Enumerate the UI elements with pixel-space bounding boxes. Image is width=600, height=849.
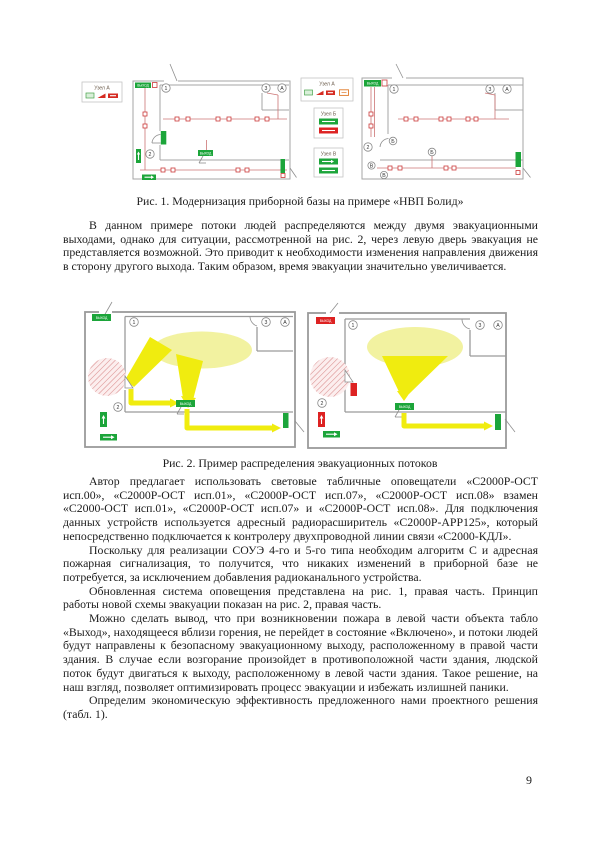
figure-1-caption: Рис. 1. Модернизация приборной базы на примере «НВП Болид» [136,194,464,208]
figure-2-diagram [0,300,600,455]
room-label [278,84,286,92]
smoke-detectors [143,112,285,178]
legend-node-v [314,148,343,177]
exit-sign-vertical-off [351,383,358,396]
svg-text:А: А [496,323,500,329]
svg-text:3: 3 [478,323,482,329]
svg-text:А: А [505,87,509,93]
svg-text:1: 1 [164,86,168,92]
figure-1-diagram [0,60,600,210]
svg-text:3: 3 [264,320,268,326]
device-icon [153,83,158,88]
exit-sign-vertical [161,131,167,145]
room-label [389,137,397,145]
unlit-sign-icon [305,90,313,95]
paragraph: Можно сделать вывод, что при возникновении пожара в левой части объекта табло «Выход», находящееся вблизи горения, не перейдет в состояние «Включено», и потоки людей будут направлены к безопасному эвакуационному выходу, расположенному в правой части здания. В случае если возгорание произойдет в противоположной части здания, людской поток будут двигаться к выходу, расположенному в левой части здания. Такое решение, на наш взгляд, позволяет оптимизировать процесс эвакуации и избежать излишней паники. [63,611,538,694]
exit-sign-vertical [495,414,501,430]
exit-sign-label: ВЫХОД [366,81,379,86]
svg-text:В: В [382,173,386,179]
room-label [503,85,511,93]
svg-text:2: 2 [320,401,324,407]
svg-text:А: А [283,320,287,326]
paragraph: Определим экономическую эффективность предложенного нами проектного решения (табл. 1). [63,693,538,721]
device-icon [382,80,387,86]
exit-sign-vertical [516,152,522,167]
room-label [428,148,436,156]
paragraph: Поскольку для реализации СОУЭ 4-го и 5-го типа необходим алгоритм С и адресная пожарная сигнализация, то получится, что никаких изменений в приборной базе не потребуется, за исключением добавления радиоканального устройства. [63,542,538,584]
exit-sign-label: ВЫХОД [95,316,108,320]
svg-text:2: 2 [116,405,120,411]
svg-text:1: 1 [392,87,396,93]
unlit-sign-icon [86,93,94,98]
exit-sign-label: ВЫХОД [398,405,411,409]
exit-sign-label: ВЫХОД [137,83,149,88]
svg-text:Б: Б [430,150,434,156]
room-label [162,84,170,92]
svg-text:2: 2 [148,152,152,158]
legend-title: Узел В [320,151,337,158]
paragraph: В данном примере потоки людей распределяются между двумя эвакуационными выходами, однако для ситуации, рассмотренной на рис. 2, через левую дверь эвакуация не представляется возможной. Это приводит к необходимости изменения направления движения в сторону другого выхода. Таким образом, время эвакуации значительно увеличивается. [63,218,538,274]
legend-node-a-left [82,82,122,102]
paragraph: Автор предлагает использовать световые табличные оповещатели «С2000Р-ОСТ исп.00», «С2000Р-ОСТ исп.01», «С2000Р-ОСТ исп.07», «С2000Р-ОСТ исп.08» взамен «С2000-ОСТ исп.01», «С2000Р-ОСТ исп.07» и «С2000Р-ОСТ исп.08». Для подключения данных устройств используется адресный радиорасширитель «С2000Р-АРР125», который непосредственно подключается к контролеру двухпроводной линии связи «С2000-КДЛ». [63,474,538,543]
svg-text:1: 1 [351,323,355,329]
fire-zone [310,357,350,397]
legend-title: Узел Б [320,111,337,118]
body-text-2 [63,475,538,722]
room-label [380,171,387,179]
svg-text:В: В [369,163,374,170]
legend-title: Узел А [94,85,110,92]
floor-plan-new [362,64,531,179]
svg-text:1: 1 [132,320,136,326]
exit-sign-vertical [283,413,289,428]
legend-title: Узел А [319,81,335,88]
svg-text:3: 3 [488,87,492,93]
room-label [364,143,372,151]
room-label [390,85,398,93]
svg-text:3: 3 [264,86,268,92]
floor-plan-old [133,64,297,180]
door-gap [392,74,406,81]
room-label [486,85,494,93]
room-label [368,162,375,170]
evacuation-plan-left [85,302,304,447]
paragraph: Обновленная система оповещения представлена на рис. 1, правая часть. Принцип работы новой схемы эвакуации показан на рис. 2, правая часть. [63,583,538,612]
svg-text:Б: Б [391,139,395,145]
room-label [262,84,270,92]
svg-text:А: А [280,86,284,92]
exit-sign-label: ВЫХОД [319,319,332,323]
room-label [114,403,123,412]
exit-sign-vertical [281,159,286,173]
room-label [146,150,154,158]
legend-node-a [301,78,353,101]
exit-sign-label: ВЫХОД [199,151,212,156]
exit-sign-label: ВЫХОД [179,402,192,406]
room-label [494,321,503,330]
page-number: 9 [526,773,532,787]
evacuation-plan-right [308,303,515,448]
room-label [281,318,290,327]
room-label [318,399,327,408]
legend-node-b [314,108,343,138]
fire-zone [88,358,126,396]
room-label [262,318,271,327]
svg-text:2: 2 [366,145,370,151]
room-label [130,318,139,327]
figure-2-caption: Рис. 2. Пример распределения эвакуационных потоков [162,456,438,470]
body-text-1 [63,219,538,274]
room-label [476,321,485,330]
room-label [349,321,358,330]
